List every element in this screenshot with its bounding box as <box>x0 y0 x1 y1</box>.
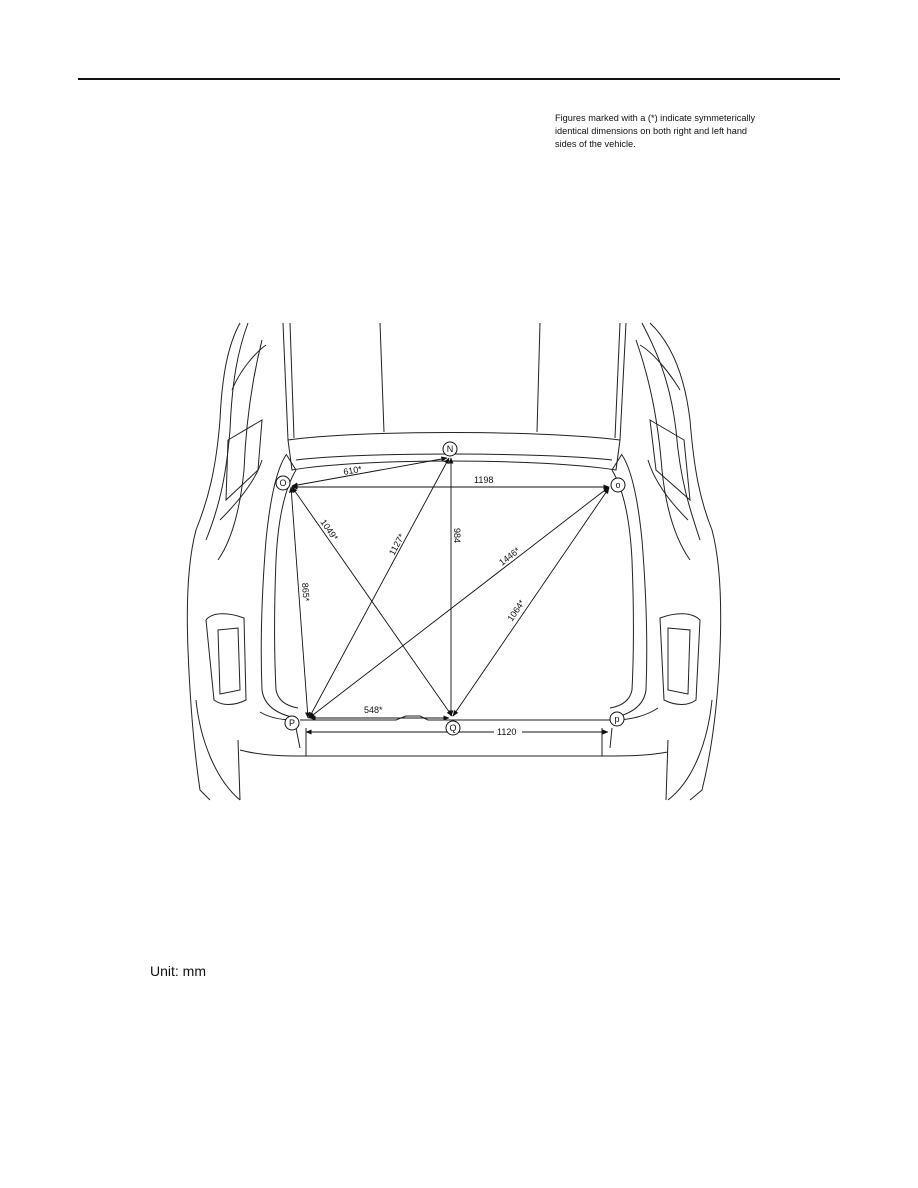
point-p <box>610 712 624 726</box>
note-line-3: sides of the vehicle. <box>555 139 636 149</box>
point-Q-label: Q <box>449 723 457 733</box>
dim-label-865: 865* <box>300 582 312 602</box>
note-line-1: Figures marked with a (*) indicate symmeterically <box>555 113 756 123</box>
reference-points <box>276 442 625 735</box>
dimension-labels <box>300 464 527 737</box>
point-p-label: p <box>614 714 620 724</box>
dim-line-O-P <box>291 487 308 718</box>
dim-label-1198: 1198 <box>474 475 494 485</box>
point-Q <box>446 721 460 735</box>
point-P <box>285 716 299 730</box>
dim-label-1127: 1127* <box>386 532 407 557</box>
dim-line-n-p <box>309 458 449 718</box>
dim-label-984: 984 <box>452 528 462 544</box>
measurement-lines <box>288 458 609 732</box>
point-O <box>276 476 290 490</box>
dim-label-1120: 1120 <box>497 727 517 737</box>
note-line-2: identical dimensions on both right and left hand <box>555 126 748 136</box>
point-N-label: N <box>446 444 454 454</box>
point-o-label: o <box>615 480 621 490</box>
dim-label-548: 548* <box>364 705 383 715</box>
unit-label: Unit: mm <box>150 963 206 979</box>
point-P-label: P <box>288 718 296 728</box>
dim-line-o-p <box>309 487 609 718</box>
dim-label-610: 610* <box>342 463 363 477</box>
dim-line-o-Q <box>453 488 609 716</box>
dim-label-1049: 1049* <box>318 517 341 543</box>
dim-label-1064: 1064* <box>505 598 527 624</box>
point-O-label: O <box>279 478 287 488</box>
point-o <box>611 478 625 492</box>
dim-label-1446: 1446* <box>497 545 522 568</box>
point-N <box>443 442 457 456</box>
